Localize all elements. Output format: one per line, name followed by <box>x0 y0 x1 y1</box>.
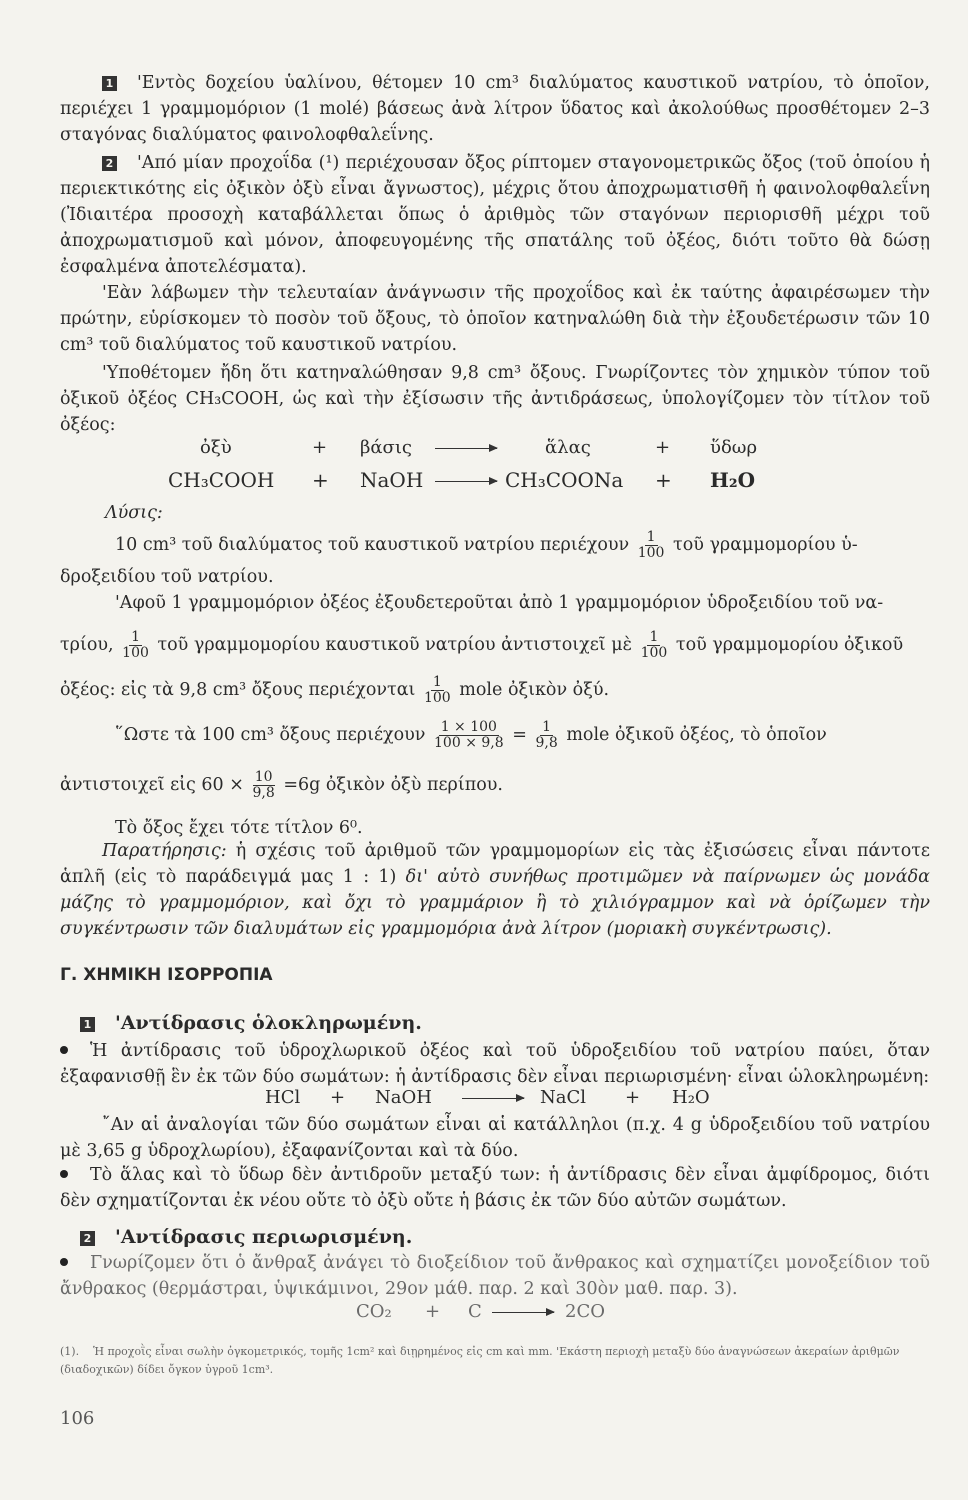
reaction-arrow <box>462 1086 524 1110</box>
page: 1 'Εντὸς δοχείου ὑαλίνου, θέτομεν 10 cm³ διαλύματος καυστικοῦ νατρίου, τὸ ὁποῖον, περιέχει 1 γραμμομόριον (1 molé) βάσεως ἀνὰ λίτρον ὕδατος καὶ ἀκολούθως προσθέτομεν 2–3 σταγόνας διαλύματος φαινολοφθαλεΐνης. 2 'Από μίαν προχοΐδα (¹) περιέχουσαν ὄξος ρίπτομεν σταγονομετρικῶς ὄξος (τοῦ ὁποίου ἡ περιεκτικότης εἰς ὀξικὸν ὀξὺ εἶναι ἄγνωστος), μέχρις ὅτου ἀποχρωματισθῆ ἡ φαινολοφθαλεΐνη (Ἰδιαιτέρα προσοχὴ καταβάλλεται ὅπως ὁ ἀριθμὸς τῶν σταγόνων περιορισθῆ μέχρι τοῦ ἀποχρωματισμοῦ καὶ μόνον, ἀποφευγομένης τῆς σπατάλης τοῦ ὀξέος, διότι τοῦτο θὰ δώσῃ ἐσφαλμένα ἀποτελέσματα). 'Εὰν λάβωμεν τὴν τελευταίαν ἀνάγνωσιν τῆς προχοΐδος καὶ ἐκ ταύτης ἀφαιρέσωμεν τὴν πρώτην, εὑρίσκομεν τὸ ποσὸν τοῦ ὄξους, τὸ ὁποῖον κατηναλώθη διὰ τὴν ἐξουδετέρωσιν τῶν 10 cm³ τοῦ διαλύματος τοῦ καυστικοῦ νατρίου. 'Υποθέτομεν ἤδη ὅτι κατηναλώθησαν 9,8 cm³ ὄξους. Γνωρίζοντες τὸν χημικὸν τύπον τοῦ ὀξικοῦ ὀξέος CH₃COOH, ὡς καὶ τὴν ἐξίσωσιν τῆς ἀντιδράσεως, ὑπολογίζομεν τὸν τίτλον τοῦ ὀξέος: ὀξὺ + βάσις ἅλας + ὕδωρ CH₃COOH + NaOH CH₃COONa + H₂O Λύσις: 10 cm³ τοῦ διαλύματος τοῦ καυστικοῦ νατρίου περιέχουν $\frac{1}{100}$ τοῦ γραμμομορίου ὑ- δροξειδίου τοῦ νατρίου. 'Αφοῦ 1 γραμμομόριον ὀξέος ἐξουδετεροῦται ἀπὸ 1 γραμμομόριον ὑδροξειδίου τοῦ να- τρίου, $\frac{1}{100}$ τοῦ γραμμομορίου καυστικοῦ νατρίου ἀντιστοιχεῖ μὲ $\frac{1}{100}$ τοῦ γραμμομορίου ὀξικοῦ ὀξέος: εἰς τὰ 9,8 cm³ ὄξους περιέχονται $\frac{1}{100}$ mole ὀξικὸν ὀξύ. ῞Ωστε τὰ 100 cm³ ὄξους περιέχουν $\frac{1 \times 100}{100 \times 9,8}$ = $\frac{1}{9,8}$ mole ὀξικοῦ ὀξέος, τὸ ὁποῖον ἀντιστοιχεῖ εἰς 60 × $\frac{10}{9,8}$ =6g ὀξικὸν ὀξὺ περίπου. Τὸ ὄξος ἔχει τότε τίτλον 6⁰. Παρατήρησις: ἡ σχέσις τοῦ ἀριθμοῦ τῶν γραμμομορίων εἰς τὰς ἐξισώσεις εἶναι πάντοτε ἁπλῆ (εἰς τὸ παράδειγμά μας 1 : 1) δι' αὐτὸ συνήθως προτιμῶμεν νὰ παίρνωμεν ὡς μονάδα μάζης τὸ γραμμομόριον, καὶ ὄχι τὸ γραμμάριον ἢ τὸ χιλιόγραμμον καὶ νὰ ὁρίζωμεν τὴν συγκέντρωσιν τῶν διαλυμάτων εἰς γραμμομόρια ἀνὰ λίτρον (μοριακὴ συγκέντρωσις). Γ. ΧΗΜΙΚΗ ΙΣΟΡΡΟΠΙΑ 1 'Αντίδρασις ὁλοκληρωμένη. Ἡ ἀντίδρασις τοῦ ὑδροχλωρικοῦ ὀξέος καὶ τοῦ ὑδροξειδίου τοῦ νατρίου παύει, ὅταν ἐξαφανισθῇ ἓν ἐκ τῶν δύο σωμάτων: ἡ ἀντίδρασις δὲν εἶναι περιωρισμένη· εἶναι ὡλοκληρωμένη: HCl + NaOH NaCl + H₂O ῎Αν αἱ ἀναλογίαι τῶν δύο σωμάτων εἶναι αἱ κατάλληλοι (π.χ. 4 g ὑδροξειδίου τοῦ νατρίου μὲ 3,65 g ὑδροχλωρίου), ἐξαφανίζονται καὶ τὰ δύο. Τὸ ἅλας καὶ τὸ ὕδωρ δὲν ἀντιδροῦν μεταξύ των: ἡ ἀντίδρασις δὲν εἶναι ἀμφίδρομος, διότι δὲν σχηματίζονται ἐκ νέου οὔτε τὸ ὀξὺ οὔτε ἡ βάσις ἐκ τῶν δύο αὐτῶν σωμάτων. 2 'Αντίδρασις περιωρισμένη. Γνωρίζομεν ὅτι ὁ ἄνθραξ ἀνάγει τὸ διοξείδιον τοῦ ἄνθρακος καὶ σχηματίζει μονοξείδιον τοῦ ἄνθρακος (θερμάστραι, ὑψικάμινοι, 29ον μάθ. παρ. 2 καὶ 30ὸν μαθ. παρ. 3). CO₂ + C 2CO (1). Ἡ προχοῒς εἶναι σωλὴν ὀγκομετρικός, τομῆς 1cm² καὶ διῃρημένος εἰς cm καὶ mm. 'Εκάστη περιοχὴ μεταξὺ δύο ἀναγνώσεων ἀκεραίων ἀριθμῶν (διαδοχικῶν) δίδει ὄγκον ὑγροῦ 1cm³. 106 <box>0 0 968 1500</box>
fraction: $\frac{1}{100}$ <box>122 629 149 661</box>
paragraph-3: 'Εὰν λάβωμεν τὴν τελευταίαν ἀνάγνωσιν τῆς προχοΐδος καὶ ἐκ ταύτης ἀφαιρέσωμεν τὴν πρώτην, εὑρίσκομεν τὸ ποσὸν τοῦ ὄξους, τὸ ὁποῖον κατηναλώθη διὰ τὴν ἐξουδετέρωσιν τῶν 10 cm³ τοῦ διαλύματος τοῦ καυστικοῦ νατρίου. <box>60 283 930 355</box>
solution-label: Λύσις: <box>105 503 163 523</box>
calc-line-2b: τρίου, $\frac{1}{100}$ τοῦ γραμμομορίου καυστικοῦ νατρίου ἀντιστοιχεῖ μὲ $\frac{1}{100}$ τοῦ γραμμομορίου ὀξικοῦ <box>60 629 904 661</box>
page-number: 106 <box>60 1408 95 1429</box>
calc-line-2: 'Αφοῦ 1 γραμμομόριον ὀξέος ἐξουδετεροῦται ἀπὸ 1 γραμμομόριον ὑδροξειδίου τοῦ να- <box>115 593 884 613</box>
step-number-1: 1 <box>102 76 117 91</box>
fraction: $\frac{1}{100}$ <box>423 674 451 706</box>
calc-line-4: ῞Ωστε τὰ 100 cm³ ὄξους περιέχουν $\frac{1 \times 100}{100 \times 9,8}$ = $\frac{1}{9,8}$ mole ὀξικοῦ ὀξέος, τὸ ὁποῖον <box>115 719 827 751</box>
bullet-paragraph-3: Γνωρίζομεν ὅτι ὁ ἄνθραξ ἀνάγει τὸ διοξείδιον τοῦ ἄνθρακος καὶ σχηματίζει μονοξείδιον τοῦ ἄνθρακος (θερμάστραι, ὑψικάμινοι, 29ον μάθ. παρ. 2 καὶ 30ὸν μαθ. παρ. 3). <box>60 1253 930 1299</box>
bullet-icon <box>60 1046 68 1054</box>
subheading-number-1: 1 <box>80 1017 95 1032</box>
section-heading: Γ. ΧΗΜΙΚΗ ΙΣΟΡΡΟΠΙΑ <box>60 965 273 985</box>
result-line: Τὸ ὄξος ἔχει τότε τίτλον 6⁰. <box>115 818 363 838</box>
reaction-arrow <box>435 468 497 492</box>
calc-line-3: ὀξέος: εἰς τὰ 9,8 cm³ ὄξους περιέχονται $\frac{1}{100}$ mole ὀξικὸν ὀξύ. <box>60 674 610 706</box>
calc-line-1: 10 cm³ τοῦ διαλύματος τοῦ καυστικοῦ νατρίου περιέχουν $\frac{1}{100}$ τοῦ γραμμομορίου ὑ- <box>115 529 858 561</box>
paragraph-4: 'Υποθέτομεν ἤδη ὅτι κατηναλώθησαν 9,8 cm³ ὄξους. Γνωρίζοντες τὸν χημικὸν τύπον τοῦ ὀξικοῦ ὀξέος CH₃COOH, ὡς καὶ τὴν ἐξίσωσιν τῆς ἀντιδράσεως, ὑπολογίζομεν τὸν τίτλον τοῦ ὀξέος: <box>60 363 930 435</box>
observation-note: Παρατήρησις: ἡ σχέσις τοῦ ἀριθμοῦ τῶν γραμμομορίων εἰς τὰς ἐξισώσεις εἶναι πάντοτε ἁπλῆ (εἰς τὸ παράδειγμά μας 1 : 1) δι' αὐτὸ συνήθως προτιμῶμεν νὰ παίρνωμεν ὡς μονάδα μάζης τὸ γραμμομόριον, καὶ ὄχι τὸ γραμμάριον ἢ τὸ χιλιόγραμμον καὶ νὰ ὁρίζωμεν τὴν συγκέντρωσιν τῶν διαλυμάτων εἰς γραμμομόρια ἀνὰ λίτρον (μοριακὴ συγκέντρωσις). <box>60 841 930 939</box>
footnote: (1). Ἡ προχοῒς εἶναι σωλὴν ὀγκομετρικός, τομῆς 1cm² καὶ διῃρημένος εἰς cm καὶ mm. 'Εκάστη περιοχὴ μεταξὺ δύο ἀναγνώσεων ἀκεραίων ἀριθμῶν (διαδοχικῶν) δίδει ὄγκον ὑγροῦ 1cm³. <box>60 1345 900 1376</box>
fraction: $\frac{1}{100}$ <box>640 629 668 661</box>
reaction-arrow <box>492 1300 554 1324</box>
proportions-paragraph: ῎Αν αἱ ἀναλογίαι τῶν δύο σωμάτων εἶναι αἱ κατάλληλοι (π.χ. 4 g ὑδροξειδίου τοῦ νατρίου μὲ 3,65 g ὑδροχλωρίου), ἐξαφανίζονται καὶ τὰ δύο. <box>60 1115 930 1161</box>
reaction-arrow <box>435 436 497 460</box>
subheading-2: 2 'Αντίδρασις περιωρισμένη. <box>80 1224 930 1251</box>
calc-line-1b: δροξειδίου τοῦ νατρίου. <box>60 567 274 587</box>
paragraph-1: 1 'Εντὸς δοχείου ὑαλίνου, θέτομεν 10 cm³ διαλύματος καυστικοῦ νατρίου, τὸ ὁποῖον, περιέχει 1 γραμμομόριον (1 molé) βάσεως ἀνὰ λίτρον ὕδατος καὶ ἀκολούθως προσθέτομεν 2–3 σταγόνας διαλύματος φαινολοφθαλεΐνης. <box>60 73 930 145</box>
fraction: $\frac{1 \times 100}{100 \times 9,8}$ <box>434 719 504 751</box>
subheading-1: 1 'Αντίδρασις ὁλοκληρωμένη. <box>80 1010 930 1037</box>
calc-line-5: ἀντιστοιχεῖ εἰς 60 × $\frac{10}{9,8}$ =6g ὀξικὸν ὀξὺ περίπου. <box>60 769 503 801</box>
step-number-2: 2 <box>102 156 117 171</box>
fraction: $\frac{1}{100}$ <box>637 529 665 561</box>
subheading-number-2: 2 <box>80 1231 95 1246</box>
bullet-paragraph-2: Τὸ ἅλας καὶ τὸ ὕδωρ δὲν ἀντιδροῦν μεταξύ των: ἡ ἀντίδρασις δὲν εἶναι ἀμφίδρομος, διότι δὲν σχηματίζονται ἐκ νέου οὔτε τὸ ὀξὺ οὔτε ἡ βάσις ἐκ τῶν δύο αὐτῶν σωμάτων. <box>60 1165 930 1211</box>
paragraph-2: 2 'Από μίαν προχοΐδα (¹) περιέχουσαν ὄξος ρίπτομεν σταγονομετρικῶς ὄξος (τοῦ ὁποίου ἡ περιεκτικότης εἰς ὀξικὸν ὀξὺ εἶναι ἄγνωστος), μέχρις ὅτου ἀποχρωματισθῆ ἡ φαινολοφθαλεΐνη (Ἰδιαιτέρα προσοχὴ καταβάλλεται ὅπως ὁ ἀριθμὸς τῶν σταγόνων περιορισθῆ μέχρι τοῦ ἀποχρωματισμοῦ καὶ μόνον, ἀποφευγομένης τῆς σπατάλης τοῦ ὀξέος, διότι τοῦτο θὰ δώσῃ ἐσφαλμένα ἀποτελέσματα). <box>60 153 930 277</box>
bullet-paragraph-1: Ἡ ἀντίδρασις τοῦ ὑδροχλωρικοῦ ὀξέος καὶ τοῦ ὑδροξειδίου τοῦ νατρίου παύει, ὅταν ἐξαφανισθῇ ἓν ἐκ τῶν δύο σωμάτων: ἡ ἀντίδρασις δὲν εἶναι περιωρισμένη· εἶναι ὡλοκληρωμένη: <box>60 1041 930 1087</box>
bullet-icon <box>60 1170 68 1178</box>
bullet-icon <box>60 1258 68 1266</box>
fraction: $\frac{10}{9,8}$ <box>252 769 275 801</box>
fraction: $\frac{1}{9,8}$ <box>535 719 558 751</box>
